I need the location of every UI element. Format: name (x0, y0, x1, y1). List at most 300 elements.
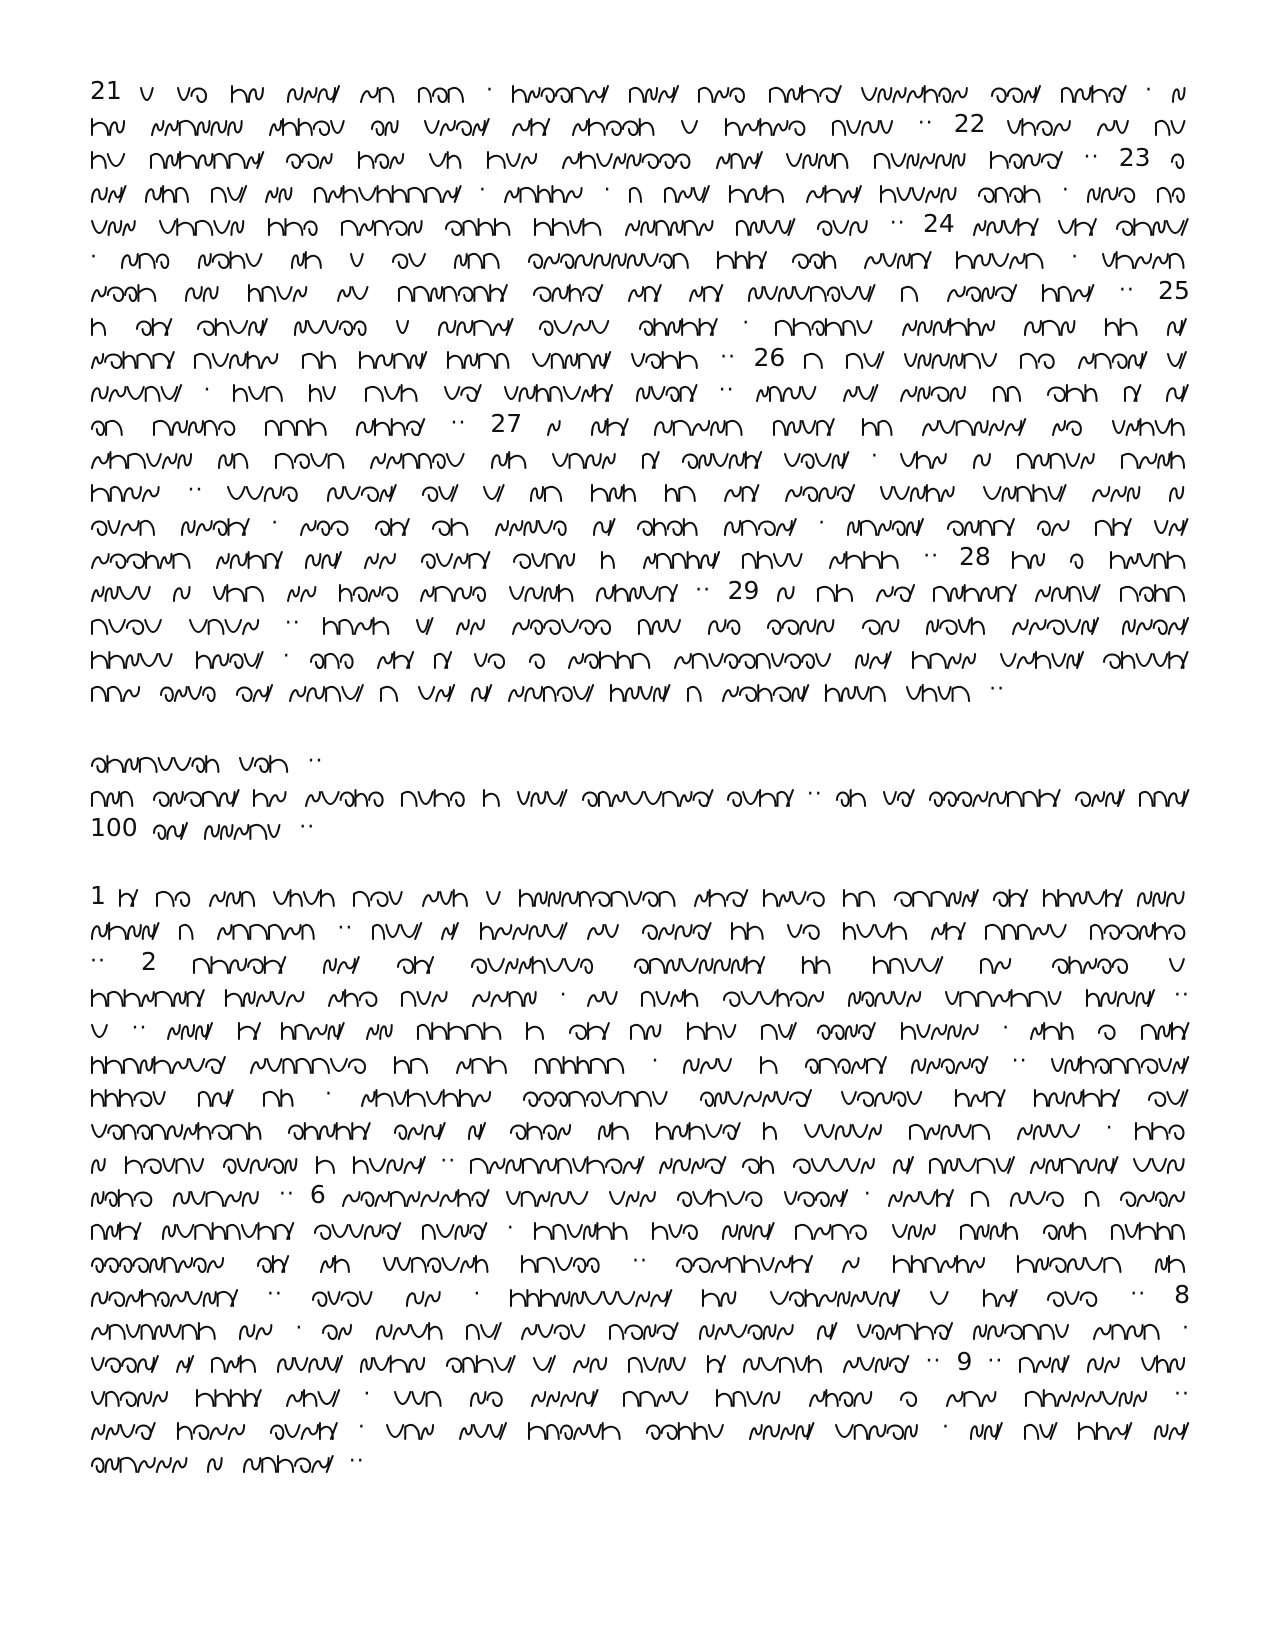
script-word-glyph (628, 82, 680, 100)
script-word-glyph (645, 1419, 729, 1437)
verse-number: 100 (90, 813, 138, 843)
script-word-glyph (984, 919, 1072, 937)
verse-number: 9 (956, 1346, 973, 1376)
script-word-glyph (90, 648, 178, 666)
script-word-glyph (256, 1252, 292, 1270)
text-line (90, 1245, 1190, 1278)
script-word-glyph (175, 1352, 195, 1370)
script-word-glyph (970, 1186, 994, 1204)
script-word-glyph (932, 581, 1018, 599)
script-word-glyph (355, 415, 426, 433)
paragraph-verses-1-9 (90, 879, 1190, 1478)
script-word-glyph (419, 581, 491, 599)
script-word-glyph (405, 1286, 446, 1304)
script-word-glyph (172, 581, 196, 599)
script-word-glyph (1102, 648, 1190, 666)
verse-separator: ·· (917, 111, 934, 137)
script-word-glyph (651, 1219, 703, 1237)
script-word-glyph (341, 1186, 491, 1204)
script-word-glyph (327, 986, 382, 1004)
script-word-glyph (1077, 1419, 1133, 1437)
script-word-glyph (856, 1319, 954, 1337)
script-word-glyph (803, 348, 828, 366)
script-word-glyph (525, 1019, 549, 1037)
script-word-glyph (509, 1286, 673, 1304)
script-word-glyph (469, 1386, 508, 1404)
text-line (90, 673, 1190, 706)
script-word-glyph (533, 1219, 633, 1237)
script-word-glyph (421, 1219, 488, 1237)
script-word-glyph (608, 1186, 661, 1204)
script-word-glyph (176, 1419, 250, 1437)
script-word-glyph (90, 415, 128, 433)
script-word-glyph (369, 448, 470, 466)
verse-separator: ·· (90, 949, 106, 975)
script-word-glyph (440, 919, 461, 937)
script-word-glyph (1036, 515, 1074, 533)
script-word-glyph (899, 448, 952, 466)
paragraph-heading (90, 745, 1190, 845)
script-word-glyph (861, 614, 904, 632)
script-word-glyph (90, 752, 224, 770)
script-word-glyph (742, 1352, 827, 1370)
script-word-glyph (360, 1086, 496, 1104)
script-word-glyph (262, 1086, 299, 1104)
script-word-glyph (900, 1019, 984, 1037)
script-word-glyph (338, 581, 403, 599)
script-word-glyph (421, 886, 473, 904)
script-word-glyph (264, 182, 297, 200)
script-word-glyph (816, 1019, 881, 1037)
script-word-glyph (638, 315, 719, 333)
script-word-glyph (1168, 953, 1190, 971)
script-word-glyph (726, 786, 795, 804)
script-word-glyph (776, 581, 800, 599)
verse-number: 8 (1174, 1280, 1190, 1310)
script-word-glyph (636, 515, 703, 533)
script-word-glyph (359, 82, 399, 100)
script-word-glyph (520, 1319, 590, 1337)
script-word-glyph (1132, 1153, 1190, 1171)
script-word-glyph (512, 548, 580, 566)
clause-separator: · (271, 511, 280, 536)
verse-separator: ·· (278, 1182, 295, 1208)
script-word-glyph (982, 481, 1068, 499)
script-word-glyph (210, 182, 248, 200)
script-word-glyph (910, 1053, 989, 1071)
text-line (90, 474, 1190, 507)
script-word-glyph (531, 348, 612, 366)
script-word-glyph (396, 953, 435, 971)
script-word-glyph (1084, 1186, 1104, 1204)
script-word-glyph (455, 1053, 512, 1071)
script-word-glyph (371, 919, 423, 937)
script-word-glyph (682, 1053, 737, 1071)
script-word-glyph (155, 886, 195, 904)
script-word-glyph (210, 1352, 261, 1370)
text-line (90, 374, 1190, 407)
script-word-glyph (195, 1386, 263, 1404)
script-word-glyph (680, 115, 704, 133)
script-word-glyph (1050, 1053, 1190, 1071)
script-word-glyph (397, 281, 509, 299)
verse-separator: ·· (450, 411, 467, 437)
script-word-glyph (768, 82, 843, 100)
script-word-glyph (503, 381, 614, 399)
script-word-glyph (197, 1086, 235, 1104)
script-word-glyph (90, 1086, 171, 1104)
script-word-glyph (511, 82, 610, 100)
verse-separator: ·· (695, 577, 712, 603)
script-word-glyph (551, 448, 621, 466)
script-word-glyph (824, 681, 891, 699)
verse-separator: ·· (299, 815, 316, 841)
script-word-glyph (473, 648, 510, 666)
clause-separator: · (473, 1282, 482, 1308)
script-word-glyph (1166, 348, 1190, 366)
script-word-glyph (532, 1352, 557, 1370)
script-word-glyph (184, 281, 224, 299)
script-word-glyph (288, 681, 365, 699)
script-word-glyph (1153, 515, 1189, 533)
script-word-glyph (847, 986, 926, 1004)
clause-separator: · (651, 1049, 660, 1075)
script-word-glyph (1051, 953, 1133, 971)
script-word-glyph (899, 381, 971, 399)
text-line (90, 879, 1190, 912)
clause-separator: · (1061, 178, 1070, 204)
script-word-glyph (1029, 1153, 1119, 1171)
script-word-glyph (755, 381, 821, 399)
script-word-glyph (149, 148, 265, 166)
script-word-glyph (431, 515, 473, 533)
script-word-glyph (382, 1252, 493, 1270)
script-word-glyph (391, 248, 431, 266)
text-line (90, 174, 1190, 207)
clause-separator: · (357, 1415, 366, 1441)
script-word-glyph (238, 752, 293, 770)
script-word-glyph (222, 1153, 302, 1171)
script-word-glyph (715, 1386, 785, 1404)
script-word-glyph (203, 819, 285, 837)
verse-separator: ·· (348, 1448, 365, 1474)
verse-separator: ·· (1118, 277, 1135, 303)
script-word-glyph (417, 681, 456, 699)
clause-separator: · (363, 1382, 372, 1408)
script-word-glyph (379, 681, 403, 699)
text-line (90, 407, 1190, 440)
script-word-glyph (786, 919, 825, 937)
script-word-glyph (929, 1286, 954, 1304)
script-word-glyph (494, 515, 572, 533)
script-word-glyph (161, 1219, 295, 1237)
clause-separator: · (1105, 1115, 1114, 1141)
script-word-glyph (908, 1119, 995, 1137)
script-word-glyph (663, 182, 712, 200)
text-line (90, 811, 1190, 844)
script-word-glyph (319, 1252, 355, 1270)
script-word-glyph (364, 381, 423, 399)
clause-separator: · (324, 1082, 333, 1108)
script-word-glyph (879, 481, 960, 499)
script-word-glyph (946, 515, 1016, 533)
script-word-glyph (972, 1319, 1074, 1337)
script-word-glyph (90, 1119, 266, 1137)
script-word-glyph (286, 82, 341, 100)
clause-separator: · (203, 377, 212, 403)
text-line (90, 1378, 1190, 1411)
script-word-glyph (1140, 1352, 1190, 1370)
script-word-glyph (595, 581, 679, 599)
script-word-glyph (723, 515, 798, 533)
script-word-glyph (90, 481, 165, 499)
script-word-glyph (180, 515, 251, 533)
text-line (90, 540, 1190, 573)
script-word-glyph (90, 786, 140, 804)
script-word-glyph (893, 886, 980, 904)
script-word-glyph (532, 281, 604, 299)
script-word-glyph (242, 1452, 335, 1470)
script-word-glyph (280, 1019, 346, 1037)
script-word-glyph (676, 1186, 767, 1204)
script-word-glyph (784, 481, 856, 499)
script-word-glyph (697, 82, 750, 100)
script-word-glyph (357, 148, 409, 166)
script-word-glyph (90, 148, 130, 166)
script-word-glyph (482, 786, 505, 804)
verse-separator: ·· (989, 677, 1006, 703)
script-word-glyph (90, 548, 195, 566)
script-word-glyph (840, 1086, 927, 1104)
script-word-glyph (249, 1053, 371, 1071)
script-word-glyph (572, 1352, 612, 1370)
script-word-glyph (762, 1119, 782, 1137)
script-word-glyph (465, 1319, 503, 1337)
script-word-glyph (794, 1219, 872, 1237)
text-line (90, 1345, 1190, 1378)
script-word-glyph (124, 1153, 209, 1171)
script-word-glyph (860, 82, 973, 100)
clause-separator: · (1002, 1015, 1011, 1041)
script-word-glyph (90, 515, 160, 533)
script-word-glyph (1097, 1019, 1121, 1037)
verse-separator: ·· (923, 544, 940, 570)
script-word-glyph (1011, 548, 1050, 566)
script-word-glyph (505, 1186, 593, 1204)
script-word-glyph (193, 348, 283, 366)
verse-separator: ·· (1011, 1049, 1028, 1075)
script-word-glyph (628, 182, 647, 200)
script-word-glyph (90, 1419, 157, 1437)
script-word-glyph (290, 248, 327, 266)
script-word-glyph (804, 1053, 888, 1071)
script-word-glyph (1019, 348, 1060, 366)
script-word-glyph (538, 315, 614, 333)
script-word-glyph (90, 1252, 229, 1270)
verse-number: 2 (141, 947, 157, 977)
script-word-glyph (1016, 1252, 1126, 1270)
script-word-glyph (152, 415, 240, 433)
script-word-glyph (208, 886, 260, 904)
script-word-glyph (792, 1153, 880, 1171)
script-word-glyph (1092, 1319, 1165, 1337)
text-line (90, 1045, 1190, 1078)
script-word-glyph (1168, 481, 1190, 499)
script-word-glyph (842, 1352, 910, 1370)
script-word-glyph (635, 381, 699, 399)
script-word-glyph (1165, 381, 1190, 399)
script-word-glyph (831, 115, 898, 133)
script-word-glyph (400, 986, 453, 1004)
script-word-glyph (716, 248, 768, 266)
text-line (90, 912, 1190, 945)
script-word-glyph (892, 1153, 915, 1171)
script-word-glyph (1166, 315, 1190, 333)
script-word-glyph (527, 248, 694, 266)
script-word-glyph (882, 786, 916, 804)
script-word-glyph (118, 886, 142, 904)
script-word-glyph (900, 281, 923, 299)
script-word-glyph (785, 148, 853, 166)
script-word-glyph (90, 581, 156, 599)
script-word-glyph (195, 648, 265, 666)
script-word-glyph (728, 182, 789, 200)
script-word-glyph (1057, 215, 1098, 233)
script-word-glyph (486, 148, 542, 166)
verse-separator: ·· (337, 915, 354, 941)
text-line (90, 1445, 1190, 1478)
script-word-glyph (783, 448, 850, 466)
script-word-glyph (90, 1186, 157, 1204)
verse-number: 24 (922, 209, 955, 239)
verse-separator: ·· (131, 1015, 148, 1041)
script-word-glyph (352, 1153, 427, 1171)
script-word-glyph (1051, 415, 1087, 433)
clause-separator: · (90, 244, 98, 270)
script-word-glyph (349, 248, 369, 266)
script-word-glyph (1046, 1286, 1102, 1304)
script-word-glyph (1134, 1119, 1189, 1137)
clause-separator: · (818, 511, 827, 536)
script-word-glyph (376, 648, 415, 666)
script-word-glyph (675, 1252, 814, 1270)
text-line (90, 307, 1190, 340)
verse-separator: ·· (718, 377, 735, 403)
script-word-glyph (470, 953, 598, 971)
verse-number: 26 (753, 342, 786, 372)
script-word-glyph (707, 614, 745, 632)
script-word-glyph (747, 281, 877, 299)
script-word-glyph (845, 348, 885, 366)
script-word-glyph (590, 481, 641, 499)
script-word-glyph (590, 415, 630, 433)
script-word-glyph (1042, 1219, 1091, 1237)
script-word-glyph (954, 1086, 1007, 1104)
script-word-glyph (188, 614, 264, 632)
script-word-glyph (721, 1219, 776, 1237)
script-word-glyph (400, 786, 470, 804)
script-word-glyph (393, 1053, 433, 1071)
verse-separator: ·· (925, 1348, 942, 1374)
script-word-glyph (946, 281, 1018, 299)
script-word-glyph (892, 1252, 990, 1270)
text-line (90, 440, 1190, 473)
text-line (90, 141, 1190, 174)
script-word-glyph (930, 919, 967, 937)
script-word-glyph (873, 148, 970, 166)
script-word-glyph (458, 1419, 508, 1437)
script-word-glyph (363, 548, 401, 566)
script-word-glyph (178, 919, 199, 937)
script-word-glyph (1110, 1219, 1190, 1237)
script-word-glyph (715, 148, 766, 166)
script-word-glyph (759, 1053, 783, 1071)
script-word-glyph (1154, 1252, 1190, 1270)
script-word-glyph (1086, 182, 1140, 200)
script-word-glyph (803, 1119, 887, 1137)
script-word-glyph (1138, 786, 1190, 804)
verse-separator: ·· (720, 344, 737, 370)
script-word-glyph (783, 1186, 849, 1204)
script-word-glyph (875, 581, 916, 599)
script-word-glyph (653, 415, 748, 433)
script-word-glyph (322, 953, 361, 971)
script-word-glyph (658, 1153, 727, 1171)
script-word-glyph (1170, 148, 1190, 166)
script-word-glyph (293, 315, 372, 333)
verse-separator: ·· (187, 477, 204, 503)
script-word-glyph (90, 448, 197, 466)
script-word-glyph (90, 1053, 227, 1071)
script-word-glyph (701, 1286, 741, 1304)
script-word-glyph (393, 1119, 447, 1137)
script-word-glyph (571, 115, 659, 133)
clause-separator: · (295, 1315, 304, 1341)
text-line (90, 573, 1190, 606)
verse-separator: ·· (266, 1282, 283, 1308)
script-word-glyph (1006, 115, 1076, 133)
script-word-glyph (905, 681, 975, 699)
script-word-glyph (581, 786, 715, 804)
script-word-glyph (152, 786, 241, 804)
script-word-glyph (1119, 581, 1190, 599)
script-word-glyph (641, 919, 713, 937)
script-word-glyph (808, 1386, 877, 1404)
script-word-glyph (969, 1419, 1004, 1437)
script-word-glyph (766, 614, 839, 632)
text-line (90, 607, 1190, 640)
script-word-glyph (999, 648, 1085, 666)
verse-number: 6 (309, 1180, 326, 1210)
script-word-glyph (511, 614, 616, 632)
script-word-glyph (762, 886, 830, 904)
script-word-glyph (528, 648, 550, 666)
verse-number: 29 (727, 575, 760, 605)
verse-separator: ·· (889, 211, 906, 237)
script-word-glyph (420, 548, 491, 566)
script-word-glyph (172, 1186, 264, 1204)
script-word-glyph (374, 515, 411, 533)
script-word-glyph (166, 1019, 218, 1037)
script-word-glyph (139, 82, 159, 100)
script-word-glyph (511, 115, 551, 133)
script-word-glyph (664, 481, 701, 499)
script-word-glyph (90, 986, 206, 1004)
text-line (90, 1178, 1190, 1211)
script-word-glyph (600, 548, 623, 566)
script-word-glyph (322, 614, 394, 632)
script-word-glyph (622, 1386, 693, 1404)
